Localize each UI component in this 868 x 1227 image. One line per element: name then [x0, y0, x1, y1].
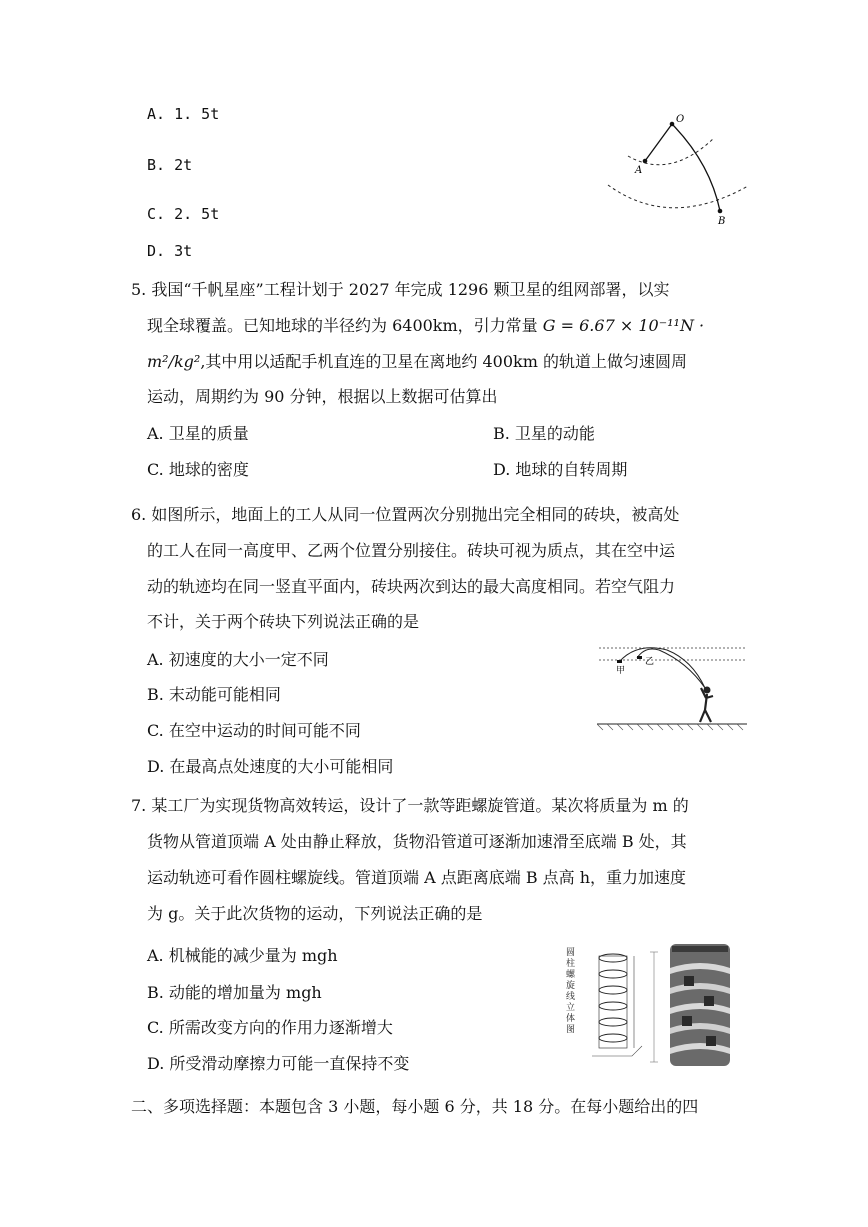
tower-photo: [648, 938, 740, 1070]
q6-option-d: D. 在最高点处速度的大小可能相同: [147, 757, 394, 776]
q4-option-c: C. 2. 5t: [147, 205, 220, 223]
gravitational-constant-formula: G = 6.67 × 10⁻¹¹N ·: [542, 316, 705, 335]
q6-option-b: B. 末动能可能相同: [147, 685, 281, 704]
q5-line-1: 5. 我国“千帆星座”工程计划于 2027 年完成 1296 颗卫星的组网部署，以实: [131, 280, 670, 299]
q4-option-b: B. 2t: [147, 156, 193, 174]
label-o: O: [676, 114, 685, 125]
q6-line-4: 不计，关于两个砖块下列说法正确的是: [147, 612, 420, 631]
q5-line-2: [147, 316, 704, 336]
helix-caption: 圆柱螺旋线立体图: [566, 948, 576, 1035]
q4-option-a: A. 1. 5t: [147, 105, 220, 123]
q5-option-b: B. 卫星的动能: [493, 424, 595, 443]
q7-line-1: 7. 某工厂为实现货物高效转运，设计了一款等距螺旋管道。某次将质量为 m 的: [131, 796, 689, 815]
q6-line-3: 动的轨迹均在同一竖直平面内，砖块两次到达的最大高度相同。若空气阻力: [147, 577, 676, 596]
label-b: B: [718, 216, 726, 227]
q6-throw-figure: [597, 640, 747, 735]
q7-option-b: B. 动能的增加量为 mgh: [147, 983, 322, 1002]
q6-line-2: 的工人在同一高度甲、乙两个位置分别接住。砖块可视为质点，其在空中运: [147, 541, 676, 560]
q5-line-4: 运动，周期约为 90 分钟，根据以上数据可估算出: [147, 387, 498, 406]
q5-option-d: D. 地球的自转周期: [493, 460, 628, 479]
q6-line-1: 6. 如图所示，地面上的工人从同一位置两次分别抛出完全相同的砖块，被高处: [131, 505, 680, 524]
q4-option-d: D. 3t: [147, 242, 193, 260]
q5-line-3-text: ,其中用以适配手机直连的卫星在离地约 400km 的轨道上做匀速圆周: [200, 352, 687, 371]
q7-option-d: D. 所受滑动摩擦力可能一直保持不变: [147, 1054, 410, 1073]
q6-option-c: C. 在空中运动的时间可能不同: [147, 721, 361, 740]
section-2-heading: 二、多项选择题：本题包含 3 小题，每小题 6 分，共 18 分。在每小题给出的四: [131, 1097, 699, 1116]
q7-line-3: 运动轨迹可看作圆柱螺旋线。管道顶端 A 点距离底端 B 点高 h，重力加速度: [147, 868, 687, 887]
q5-option-c: C. 地球的密度: [147, 460, 249, 479]
label-yi: 乙: [645, 657, 655, 667]
q4-pendulum-figure: [600, 108, 750, 228]
label-a: A: [635, 165, 643, 176]
q6-option-a: A. 初速度的大小一定不同: [147, 650, 329, 669]
q5-line-3: [147, 352, 687, 372]
q5-line-2-text: 现全球覆盖。已知地球的半径约为 6400km，引力常量: [147, 316, 543, 335]
unit-formula: m²/kg²: [147, 352, 201, 371]
label-jia: 甲: [616, 666, 626, 676]
q5-option-a: A. 卫星的质量: [147, 424, 249, 443]
q7-option-c: C. 所需改变方向的作用力逐渐增大: [147, 1018, 393, 1037]
q7-option-a: A. 机械能的减少量为 mgh: [147, 946, 338, 965]
q7-line-4: 为 g。关于此次货物的运动，下列说法正确的是: [147, 904, 483, 923]
q7-line-2: 货物从管道顶端 A 处由静止释放，货物沿管道可逐渐加速滑至底端 B 处，其: [147, 832, 687, 851]
